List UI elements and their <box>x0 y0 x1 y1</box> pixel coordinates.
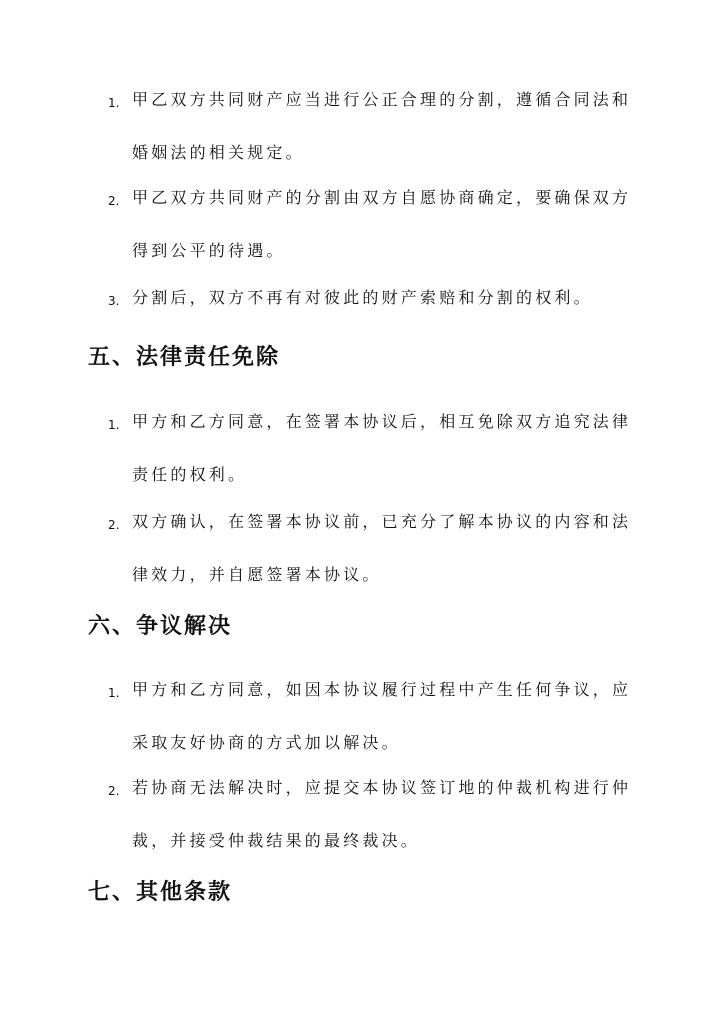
section-heading: 六、争议解决 <box>88 613 233 639</box>
list-item-text: 律效力，并自愿签署本协议。 <box>132 565 382 584</box>
section-heading: 七、其他条款 <box>88 879 233 905</box>
list-number: 1. <box>108 96 120 110</box>
list-item-text: 婚姻法的相关规定。 <box>132 143 305 162</box>
list-item-text: 责任的权利。 <box>132 465 248 484</box>
list-item-text: 甲乙双方共同财产应当进行公正合理的分割，遵循合同法和 <box>132 90 632 109</box>
list-number: 2. <box>108 194 120 208</box>
list-item-text: 分割后，双方不再有对彼此的财产索赔和分割的权利。 <box>132 288 593 307</box>
section-heading: 五、法律责任免除 <box>88 344 281 370</box>
list-item-text: 若协商无法解决时，应提交本协议签订地的仲裁机构进行仲 <box>132 778 632 797</box>
list-number: 2. <box>108 784 120 798</box>
list-item-text: 双方确认，在签署本协议前，已充分了解本协议的内容和法 <box>132 512 632 531</box>
list-item-text: 甲方和乙方同意，如因本协议履行过程中产生任何争议，应 <box>132 680 632 699</box>
list-number: 3. <box>108 294 120 308</box>
list-item-text: 得到公平的待遇。 <box>132 241 286 260</box>
list-number: 1. <box>108 686 120 700</box>
list-item-text: 甲方和乙方同意，在签署本协议后，相互免除双方追究法律 <box>132 412 632 431</box>
list-item-text: 甲乙双方共同财产的分割由双方自愿协商确定，要确保双方 <box>132 188 632 207</box>
list-number: 2. <box>108 518 120 532</box>
list-item-text: 裁，并接受仲裁结果的最终裁决。 <box>132 831 421 850</box>
list-number: 1. <box>108 418 120 432</box>
list-item-text: 采取友好协商的方式加以解决。 <box>132 733 401 752</box>
